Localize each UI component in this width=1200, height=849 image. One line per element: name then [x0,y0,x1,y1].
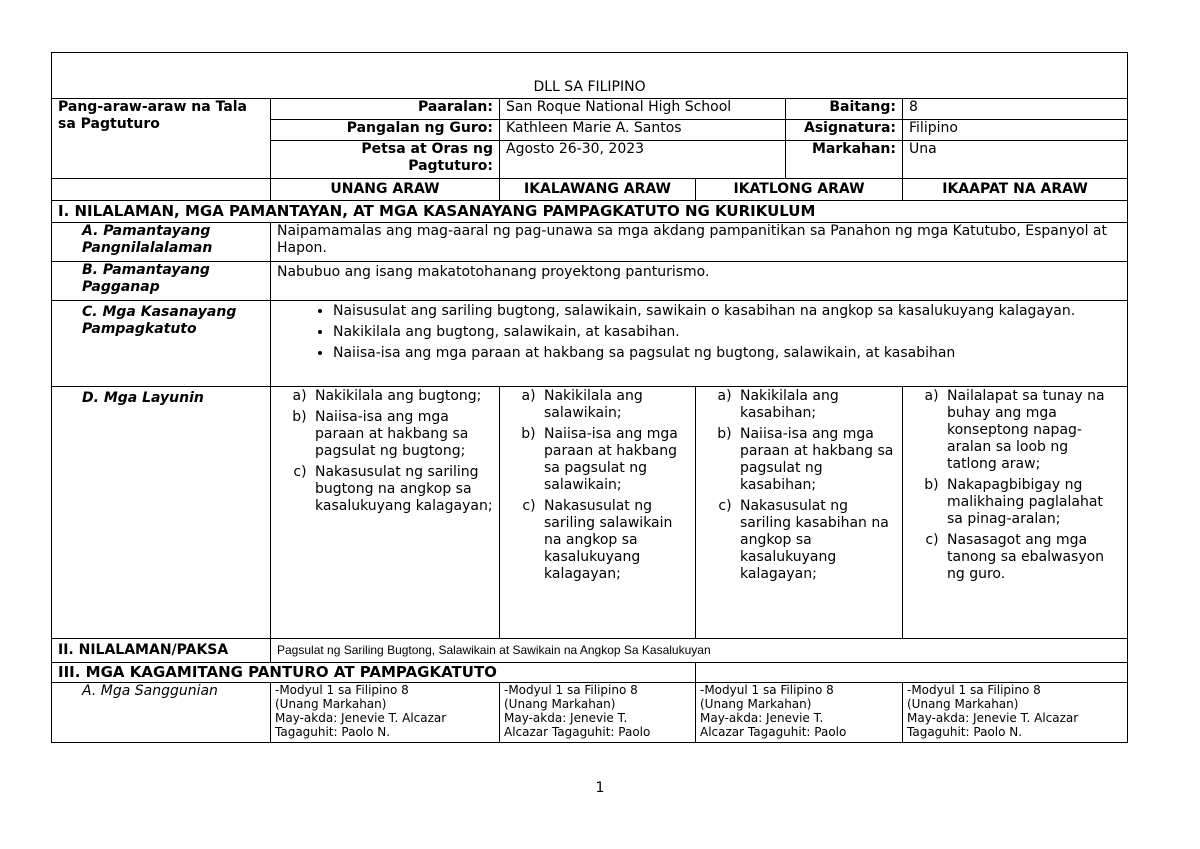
baitang-label: Baitang: [786,99,903,120]
sanggunian-line: -Modyul 1 sa Filipino 8 [700,683,834,697]
layunin-item: b. Naiisa-isa ang mga paraan at hakbang sa pagsulat ng salawikain; [540,426,689,494]
kasanayang-pampagkatuto-label: C. Mga Kasanayang Pampagkatuto [52,301,271,387]
section-3-blank [696,663,1128,683]
sanggunian-line: -Modyul 1 sa Filipino 8 [504,683,638,697]
sanggunian-line: (Unang Markahan) [504,697,616,711]
sanggunian-day-1 [271,683,500,743]
header-left-label: Pang-araw-araw na Tala sa Pagtuturo [52,99,271,179]
layunin-item: a. Nailalapat sa tunay na buhay ang mga konseptong napag-aralan sa loob ng tatlong araw; [943,388,1121,473]
layunin-item: c. Nasasagot ang mga tanong sa ebalwasyon ng guro. [943,532,1121,583]
sanggunian-line: -Modyul 1 sa Filipino 8 [907,683,1041,697]
sanggunian-line: (Unang Markahan) [275,697,387,711]
day-2-header: IKALAWANG ARAW [500,179,696,201]
kasanayang-pampagkatuto-cell [271,301,1128,387]
petsa-value: Agosto 26-30, 2023 [500,141,786,179]
layunin-item: a. Nakikilala ang bugtong; [311,388,493,405]
layunin-day-1 [271,387,500,639]
guro-value: Kathleen Marie A. Santos [500,120,786,141]
section-1-heading: I. NILALAMAN, MGA PAMANTAYAN, AT MGA KASANAYANG PAMPAGKATUTO NG KURIKULUM [52,201,1128,223]
layunin-item: b. Nakapagbibigay ng malikhaing paglalahat sa pinag-aralan; [943,477,1121,528]
layunin-item: a. Nakikilala ang salawikain; [540,388,689,422]
mga-layunin-label: D. Mga Layunin [52,387,271,639]
pamantayang-pangnilalaman-text: Naipamamalas ang mag-aaral ng pag-unawa sa mga akdang pampanitikan sa Panahon ng mga Katutubo, Espanyol at Hapon. [271,223,1128,262]
kasanayang-item: • Naiisa-isa ang mga paraan at hakbang sa pagsulat ng bugtong, salawikain, at kasabihan [333,345,1121,362]
sanggunian-line: May-akda: Jenevie T. [504,711,628,725]
kasanayang-list [277,303,1121,362]
day-1-header: UNANG ARAW [271,179,500,201]
layunin-day-4 [903,387,1128,639]
paaralan-value: San Roque National High School [500,99,786,120]
sanggunian-line: Alcazar Tagaguhit: Paolo [700,725,847,739]
pamantayang-pagganap-label: B. Pamantayang Pagganap [52,262,271,301]
baitang-value: 8 [903,99,1128,120]
paaralan-label: Paaralan: [271,99,500,120]
paksa-text: Pagsulat ng Sariling Bugtong, Salawikain at Sawikain na Angkop Sa Kasalukuyan [271,639,1128,663]
markahan-value: Una [903,141,1128,179]
pamantayang-pagganap-text: Nabubuo ang isang makatotohanang proyektong panturismo. [271,262,1128,301]
layunin-item: b. Naiisa-isa ang mga paraan at hakbang sa pagsulat ng bugtong; [311,409,493,460]
layunin-item: b. Naiisa-isa ang mga paraan at hakbang sa pagsulat ng kasabihan; [736,426,896,494]
kasanayang-item: • Naisusulat ang sariling bugtong, salawikain, sawikain o kasabihan na angkop sa kasalukuyang kalagayan. [333,303,1121,320]
sanggunian-line: Alcazar Tagaguhit: Paolo [504,725,651,739]
layunin-item: c. Nakasusulat ng sariling kasabihan na angkop sa kasalukuyang kalagayan; [736,498,896,583]
sanggunian-day-4 [903,683,1128,743]
day-3-header: IKATLONG ARAW [696,179,903,201]
sanggunian-line: (Unang Markahan) [907,697,1019,711]
petsa-label: Petsa at Oras ng Pagtuturo: [271,141,500,179]
layunin-item: c. Nakasusulat ng sariling salawikain na angkop sa kasalukuyang kalagayan; [540,498,689,583]
dll-document [51,52,1127,743]
layunin-item: c. Nakasusulat ng sariling bugtong na angkop sa kasalukuyang kalagayan; [311,464,493,515]
sanggunian-line: May-akda: Jenevie T. Alcazar [275,711,447,725]
layunin-day-2 [500,387,696,639]
dll-table [51,52,1128,743]
markahan-label: Markahan: [786,141,903,179]
asignatura-value: Filipino [903,120,1128,141]
day-4-header: IKAAPAT NA ARAW [903,179,1128,201]
sanggunian-line: May-akda: Jenevie T. [700,711,824,725]
mga-sanggunian-label: A. Mga Sanggunian [52,683,271,743]
sanggunian-line: Tagaguhit: Paolo N. [907,725,1023,739]
layunin-day-3 [696,387,903,639]
sanggunian-line: May-akda: Jenevie T. Alcazar [907,711,1079,725]
guro-label: Pangalan ng Guro: [271,120,500,141]
kasanayang-item: • Nakikilala ang bugtong, salawikain, at kasabihan. [333,324,1121,341]
pamantayang-pangnilalaman-label: A. Pamantayang Pangnilalalaman [52,223,271,262]
section-3-heading: III. MGA KAGAMITANG PANTURO AT PAMPAGKATUTO [52,663,696,683]
sanggunian-day-3 [696,683,903,743]
sanggunian-day-2 [500,683,696,743]
page-number: 1 [595,780,605,796]
asignatura-label: Asignatura: [786,120,903,141]
document-title: DLL SA FILIPINO [52,53,1128,99]
sanggunian-line: Tagaguhit: Paolo N. [275,725,391,739]
sanggunian-line: -Modyul 1 sa Filipino 8 [275,683,409,697]
layunin-item: a. Nakikilala ang kasabihan; [736,388,896,422]
sanggunian-line: (Unang Markahan) [700,697,812,711]
days-corner [52,179,271,201]
section-2-heading: II. NILALAMAN/PAKSA [52,639,271,663]
